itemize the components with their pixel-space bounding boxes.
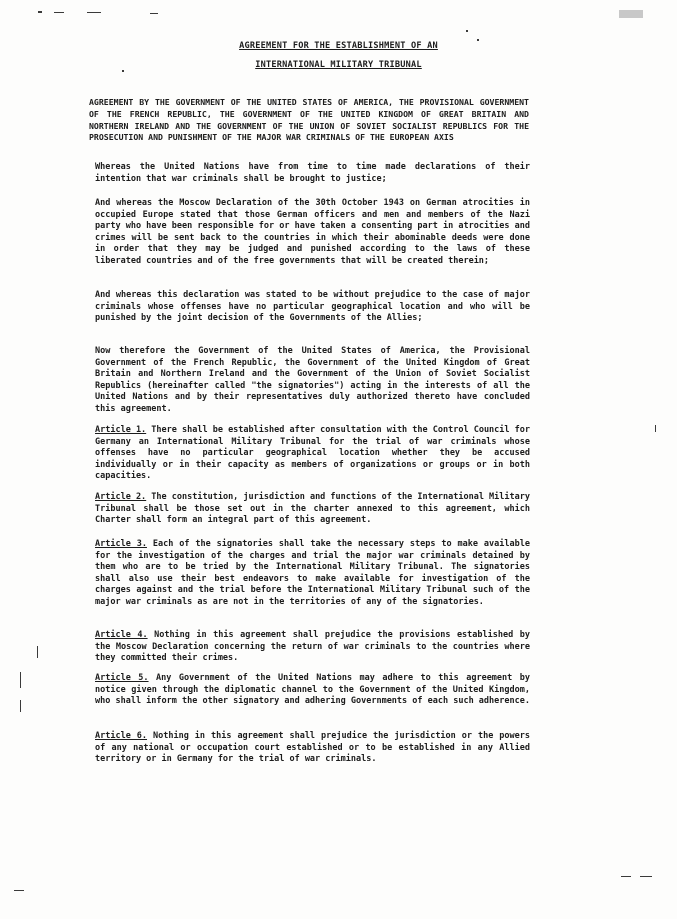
agreement-preamble: AGREEMENT BY THE GOVERNMENT OF THE UNITED STATES OF AMERICA, THE PROVISIONAL GOVERNMENT OF THE FRENCH REPUBLIC, THE GOVERNMENT OF THE UNITED KINGDOM OF GREAT BRITAIN AND NORTHERN IRELAND AND THE GOVERNMENT OF THE UNION OF SOVIET SOCIALIST REPUBLICS FOR THE PROSECUTION AND PUNISHMENT OF THE MAJOR WAR CRIMINALS OF THE EUROPEAN AXIS <box>89 97 529 143</box>
document-title-line-1: AGREEMENT FOR THE ESTABLISHMENT OF AN <box>239 41 438 51</box>
article-6-text: Nothing in this agreement shall prejudice the jurisdiction or the powers of any national or occupation court established or to be established in any Allied territory or in Germany for the trial of war criminals. <box>95 731 530 764</box>
article-1-heading: Article 1. <box>95 425 147 435</box>
scan-artifact-top-left-4 <box>150 13 158 14</box>
article-5-heading: Article 5. <box>95 673 149 683</box>
article-6-heading: Article 6. <box>95 731 148 741</box>
article-5-text: Any Government of the United Nations may adhere to this agreement by notice given through the diplomatic channel to the Government of the United Kingdom, who shall inform the other signatory and adhering Governments of each such adherence. <box>95 673 530 706</box>
whereas-paragraph-major-criminals: And whereas this declaration was stated to be without prejudice to the case of major criminals whose offenses have no particular geographical location and who will be punished by the joint decision of the Governments of the Allies; <box>95 290 530 323</box>
scan-artifact-bottom-right-2 <box>640 876 652 877</box>
article-6 <box>95 731 530 766</box>
scan-artifact-left-bar-3 <box>20 700 21 712</box>
scan-artifact-top-left-1 <box>38 11 42 13</box>
scan-artifact-bottom-left <box>14 890 24 891</box>
article-1-text: There shall be established after consultation with the Control Council for Germany an International Military Tribunal for the trial of war criminals whose offenses have no particular geographical location whether they be accused individually or in their capacity as members of organizations or groups or in both capacities. <box>95 425 530 481</box>
article-2-heading: Article 2. <box>95 492 147 502</box>
scan-artifact-dot-1 <box>466 30 468 32</box>
article-3-heading: Article 3. <box>95 539 147 549</box>
scan-artifact-left-bar-2 <box>20 672 21 688</box>
scan-artifact-top-left-3 <box>87 12 101 13</box>
scan-artifact-right-tick <box>655 425 656 432</box>
whereas-paragraph-moscow: And whereas the Moscow Declaration of the 30th October 1943 on German atrocities in occupied Europe stated that those German officers and men and members of the Nazi party who have been responsible for or have taken a consenting part in atrocities and crimes will be sent back to the countries in which their abominable deeds were done in order that they may be judged and punished according to the laws of these liberated countries and of the free governments that will be created therein; <box>95 198 530 266</box>
document-title-line-2: INTERNATIONAL MILITARY TRIBUNAL <box>255 60 422 70</box>
whereas-paragraph-1: Whereas the United Nations have from time to time made declarations of their intention that war criminals shall be brought to justice; <box>95 162 530 184</box>
now-therefore-paragraph: Now therefore the Government of the United States of America, the Provisional Government of the French Republic, the Government of the United Kingdom of Great Britain and Northern Ireland and the Government of the Union of Soviet Socialist Republics (hereinafter called "the signatories") acting in the interests of all the United Nations and by their representatives duly authorized thereto have concluded this agreement. <box>95 346 530 414</box>
scan-artifact-bottom-right <box>621 876 631 877</box>
article-5 <box>95 673 530 708</box>
scan-artifact-left-bar-1 <box>37 646 38 658</box>
scan-artifact-dot-3 <box>122 70 124 72</box>
article-4-text: Nothing in this agreement shall prejudice the provisions established by the Moscow Declaration concerning the return of war criminals to the countries where they committed their crimes. <box>95 630 530 663</box>
article-3 <box>95 539 530 608</box>
article-1 <box>95 425 530 483</box>
scan-artifact-top-left-2 <box>54 12 64 13</box>
article-4 <box>95 630 530 665</box>
article-2 <box>95 492 530 527</box>
article-3-text: Each of the signatories shall take the necessary steps to make available for the investigation of the charges and trial the major war criminals detained by them who are to be tried by the International Military Tribunal. The signatories shall also use their best endeavors to make available for investigation of the charges against and the trial before the International Military Tribunal such of the major war criminals as are not in the territories of any of the signatories. <box>95 539 530 607</box>
article-4-heading: Article 4. <box>95 630 148 640</box>
scan-artifact-top-right <box>619 10 643 18</box>
article-2-text: The constitution, jurisdiction and functions of the International Military Tribunal shall be those set out in the charter annexed to this agreement, which Charter shall form an integral part of this agreement. <box>95 492 530 525</box>
